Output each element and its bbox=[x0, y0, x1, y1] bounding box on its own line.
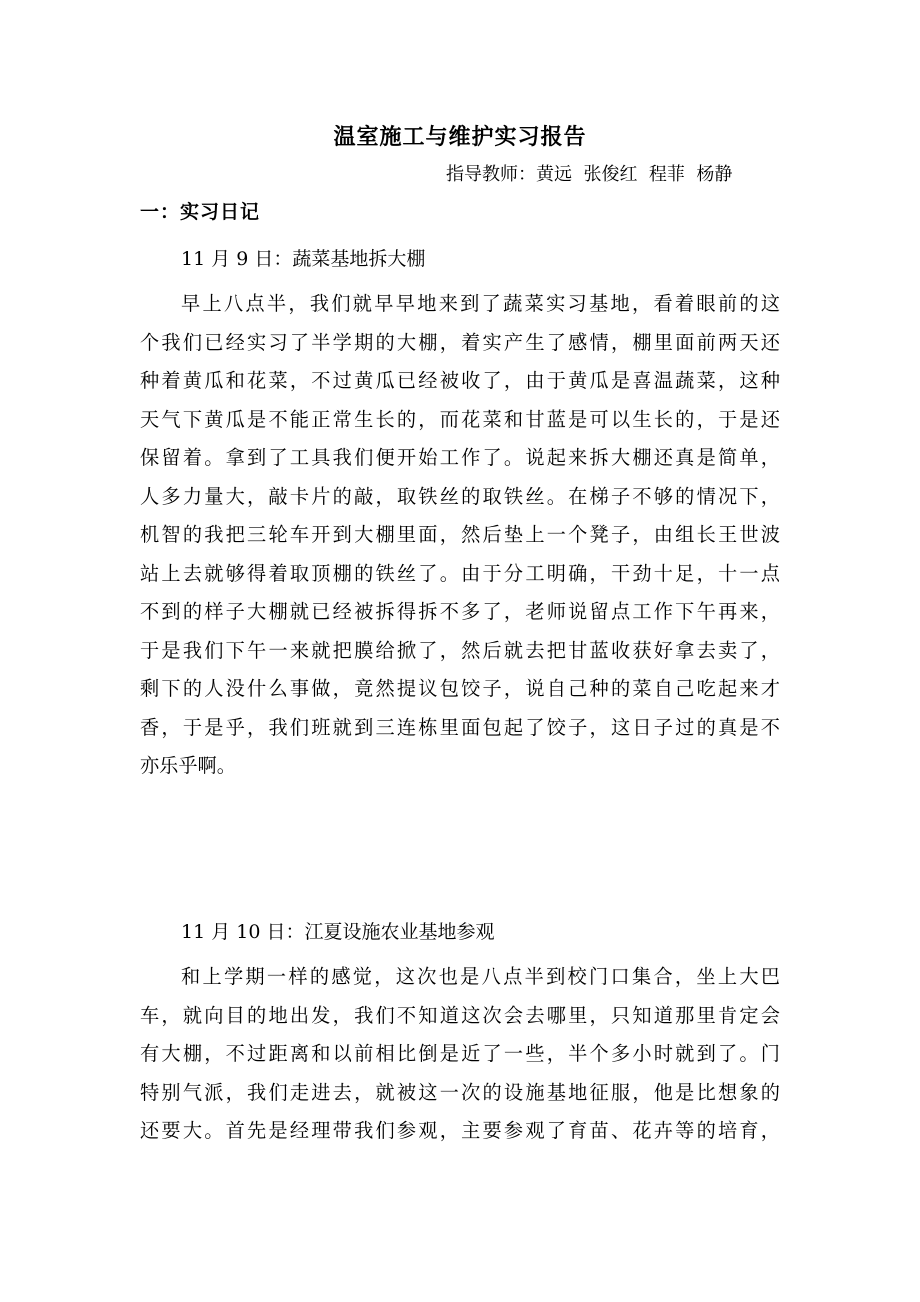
paragraph-line: 香，于是乎，我们班就到三连栋里面包起了饺子，这日子过的真是不 bbox=[140, 715, 780, 739]
section-heading: 一：实习日记 bbox=[140, 201, 261, 223]
paragraph-line: 车，就向目的地出发，我们不知道这次会去哪里，只知道那里肯定会 bbox=[140, 1003, 780, 1027]
paragraph-line: 早上八点半，我们就早早地来到了蔬菜实习基地，看着眼前的这 bbox=[181, 292, 780, 315]
paragraph-line: 种着黄瓜和花菜，不过黄瓜已经被收了，由于黄瓜是喜温蔬菜，这种 bbox=[140, 369, 780, 392]
paragraph-line: 有大棚，不过距离和以前相比倒是近了一些，半个多小时就到了。门 bbox=[140, 1042, 780, 1065]
entry-date: 11 月 10 日：江夏设施农业基地参观 bbox=[181, 921, 495, 943]
paragraph-line: 亦乐乎啊。 bbox=[140, 754, 236, 777]
entry-paragraph bbox=[140, 285, 780, 786]
paragraph-line: 于是我们下午一来就把膜给掀了，然后就去把甘蓝收获好拿去卖了， bbox=[140, 638, 780, 662]
paragraph-line: 个我们已经实习了半学期的大棚，着实产生了感情，棚里面前两天还 bbox=[140, 330, 780, 354]
report-title: 温室施工与维护实习报告 bbox=[333, 124, 587, 150]
instructors-line: 指导教师：黄远 张俊红 程菲 杨静 bbox=[446, 164, 733, 185]
entry-date: 11 月 9 日：蔬菜基地拆大棚 bbox=[181, 248, 426, 270]
paragraph-line: 保留着。拿到了工具我们便开始工作了。说起来拆大棚还真是简单， bbox=[140, 446, 780, 469]
paragraph-line: 人多力量大，敲卡片的敲，取铁丝的取铁丝。在梯子不够的情况下， bbox=[140, 484, 780, 508]
entry-paragraph bbox=[140, 958, 780, 1151]
paragraph-line: 特别气派，我们走进去，就被这一次的设施基地征服，他是比想象的 bbox=[140, 1080, 780, 1104]
paragraph-line: 天气下黄瓜是不能正常生长的，而花菜和甘蓝是可以生长的，于是还 bbox=[140, 407, 780, 431]
paragraph-line: 还要大。首先是经理带我们参观，主要参观了育苗、花卉等的培育， bbox=[140, 1119, 780, 1142]
paragraph-line: 剩下的人没什么事做，竟然提议包饺子，说自己种的菜自己吃起来才 bbox=[140, 677, 780, 700]
paragraph-line: 不到的样子大棚就已经被拆得拆不多了，老师说留点工作下午再来， bbox=[140, 600, 780, 623]
paragraph-line: 站上去就够得着取顶棚的铁丝了。由于分工明确，干劲十足，十一点 bbox=[140, 561, 780, 585]
paragraph-line: 和上学期一样的感觉，这次也是八点半到校门口集合，坐上大巴 bbox=[181, 965, 780, 988]
paragraph-line: 机智的我把三轮车开到大棚里面，然后垫上一个凳子，由组长王世波 bbox=[140, 523, 780, 546]
